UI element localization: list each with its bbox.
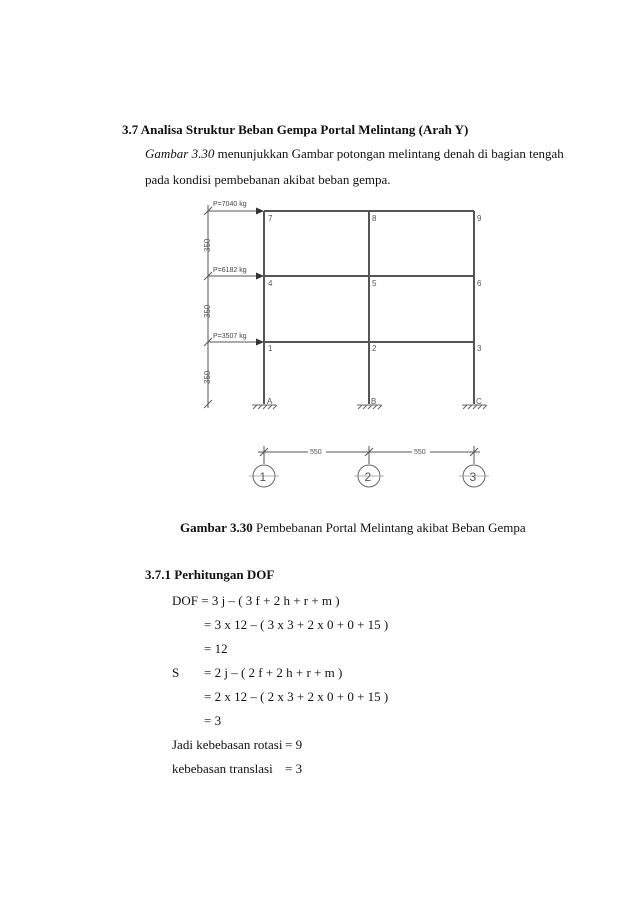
node-label: 3 <box>477 344 482 353</box>
s-substitution: = 2 x 12 – ( 2 x 3 + 2 x 0 + 0 + 15 ) <box>204 689 389 704</box>
story-height-label: 350 <box>203 304 212 318</box>
node-label: 6 <box>477 279 482 288</box>
figure-caption <box>180 520 526 536</box>
support-C <box>462 405 487 409</box>
load-label-middle: P=6182 kg <box>213 267 247 274</box>
support-label: B <box>371 397 377 406</box>
dof-result: = 12 <box>204 641 228 656</box>
dof-equation: DOF = 3 j – ( 3 f + 2 h + r + m ) <box>172 593 340 608</box>
axis-marker-1 <box>249 465 279 487</box>
node-label: 9 <box>477 214 482 223</box>
translation-value: = 3 <box>285 761 303 776</box>
load-label-lower: P=3507 kg <box>213 333 247 340</box>
supports <box>252 405 487 409</box>
axis-markers <box>249 465 489 487</box>
support-B <box>357 405 382 409</box>
story-height-label: 350 <box>203 370 212 384</box>
dof-substitution: = 3 x 12 – ( 3 x 3 + 2 x 0 + 0 + 15 ) <box>204 617 389 632</box>
span-label: 550 <box>414 449 426 456</box>
translation-label: kebebasan translasi <box>172 761 273 776</box>
subsection-heading: 3.7.1 Perhitungan DOF <box>145 567 275 582</box>
section-heading: 3.7 Analisa Struktur Beban Gempa Portal Melintang (Arah Y) <box>122 122 469 137</box>
rotation-value: = 9 <box>285 737 303 752</box>
load-label-top: P=7040 kg <box>213 201 247 208</box>
span-label: 550 <box>310 449 322 456</box>
caption-label: Gambar 3.30 <box>180 520 253 535</box>
caption-text: Pembebanan Portal Melintang akibat Beban Gempa <box>252 520 526 535</box>
support-label: C <box>476 397 482 406</box>
axis-label: 1 <box>259 470 267 484</box>
s-label: S <box>172 665 180 680</box>
axis-marker-3 <box>459 465 489 487</box>
support-label: A <box>267 397 273 406</box>
frame-members <box>264 211 474 404</box>
node-label: 5 <box>372 279 377 288</box>
paragraph-line-2: pada kondisi pembebanan akibat beban gempa. <box>145 172 391 187</box>
load-arrows <box>208 201 264 346</box>
s-equation: = 2 j – ( 2 f + 2 h + r + m ) <box>204 665 343 680</box>
axis-marker-2 <box>354 465 384 487</box>
node-label: 7 <box>268 214 273 223</box>
paragraph-line-1-text: menunjukkan Gambar potongan melintang denah di bagian tengah <box>214 146 564 161</box>
height-dimensions <box>203 205 212 408</box>
node-label: 1 <box>268 344 273 353</box>
node-labels <box>267 214 482 406</box>
axis-label: 3 <box>469 470 477 484</box>
node-label: 4 <box>268 279 273 288</box>
story-height-label: 350 <box>203 238 212 252</box>
span-dimensions <box>258 446 480 464</box>
rotation-label: Jadi kebebasan rotasi <box>172 737 283 752</box>
node-label: 8 <box>372 214 377 223</box>
figure-reference: Gambar 3.30 <box>145 146 215 161</box>
support-A <box>252 405 277 409</box>
axis-label: 2 <box>364 470 372 484</box>
s-result: = 3 <box>204 713 222 728</box>
node-label: 2 <box>372 344 377 353</box>
